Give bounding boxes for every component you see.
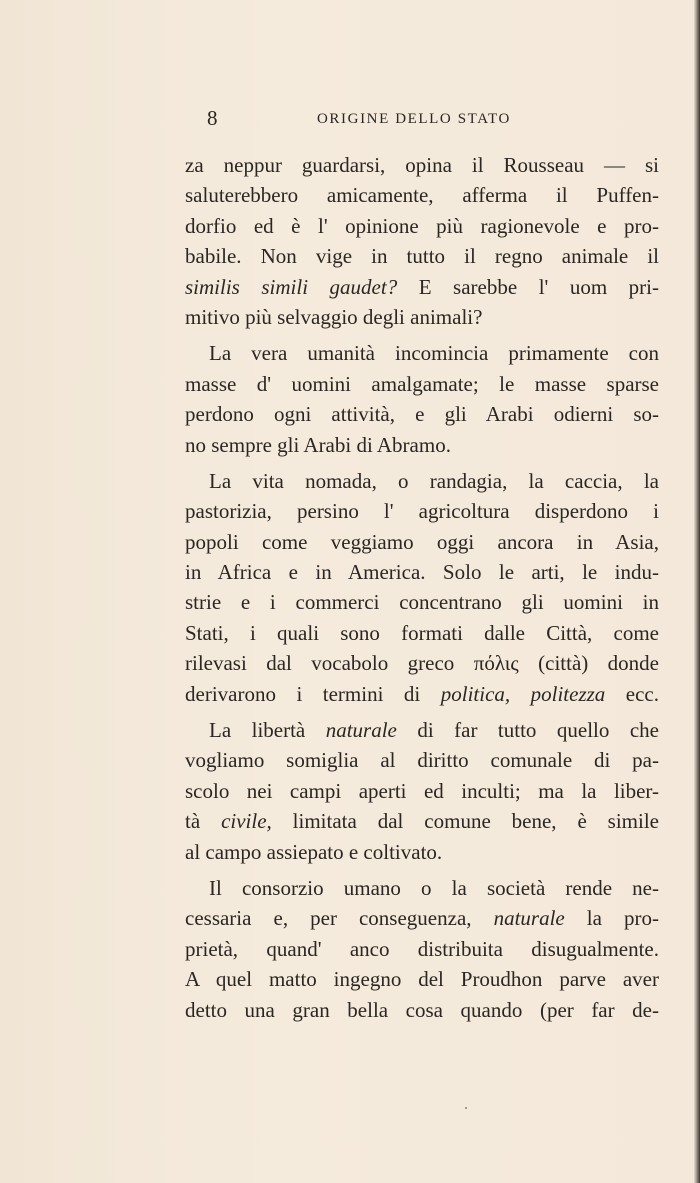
- text-segment: saluterebbero amicamente, afferma il Puffen-: [185, 183, 659, 208]
- text-segment: babile. Non vige in tutto il regno animale il: [185, 244, 659, 269]
- text-line: [185, 587, 659, 617]
- text-segment: A quel matto ingegno del Proudhon parve aver: [185, 967, 659, 992]
- text-line: [185, 715, 659, 745]
- text-line: [185, 302, 659, 332]
- text-segment: La libertà: [209, 718, 326, 743]
- text-line: [185, 934, 659, 964]
- text-segment: no sempre gli Arabi di Abramo.: [185, 432, 451, 457]
- text-segment: pastorizia, persino l' agricoltura disperdono i: [185, 499, 659, 524]
- italic-text: politica, politezza: [440, 681, 606, 706]
- italic-text: naturale: [325, 718, 397, 743]
- text-segment: ecc.: [605, 681, 659, 706]
- text-line: [185, 150, 659, 180]
- italic-text: civile,: [221, 809, 272, 834]
- text-segment: La vita nomada, o randagia, la caccia, la: [209, 468, 659, 493]
- text-line: [185, 806, 659, 836]
- text-line: [185, 369, 659, 399]
- text-line: [185, 995, 659, 1025]
- text-segment: di far tutto quello che: [396, 718, 659, 743]
- text-line: [185, 180, 659, 210]
- text-segment: strie e i commerci concentrano gli uomini in: [185, 590, 659, 615]
- text-segment: masse d' uomini amalgamate; le masse sparse: [185, 371, 659, 396]
- text-segment: detto una gran bella cosa quando (per far de-: [185, 997, 659, 1022]
- text-segment: popoli come veggiamo oggi ancora in Asia,: [185, 529, 659, 554]
- text-segment: mitivo più selvaggio degli animali?: [185, 304, 483, 329]
- text-segment: in Africa e in America. Solo le arti, le indu-: [185, 560, 659, 585]
- paper-speck: [465, 1107, 467, 1109]
- text-segment: prietà, quand' anco distribuita disugualmente.: [185, 936, 659, 961]
- text-line: [185, 745, 659, 775]
- text-segment: rilevasi dal vocabolo greco πόλις (città) donde: [185, 651, 659, 676]
- text-line: [185, 873, 659, 903]
- text-line: [185, 272, 659, 302]
- text-line: [185, 466, 659, 496]
- text-line: [185, 618, 659, 648]
- text-segment: al campo assiepato e coltivato.: [185, 839, 443, 864]
- text-line: [185, 527, 659, 557]
- text-segment: tà: [185, 809, 222, 834]
- text-line: [185, 338, 659, 368]
- text-line: [185, 648, 659, 678]
- text-line: [185, 496, 659, 526]
- text-line: [185, 837, 659, 867]
- text-segment: vogliamo somiglia al diritto comunale di pa-: [185, 748, 659, 773]
- page-number: 8: [207, 106, 218, 130]
- text-segment: Stati, i quali sono formati dalle Città, come: [185, 620, 659, 645]
- text-line: [185, 430, 659, 460]
- text-line: [185, 964, 659, 994]
- running-head: [185, 106, 659, 132]
- italic-text: naturale: [493, 906, 565, 931]
- text-line: [185, 399, 659, 429]
- text-segment: limitata dal comune bene, è simile: [271, 809, 660, 834]
- italic-text: similis simili gaudet?: [185, 274, 398, 299]
- running-title: ORIGINE DELLO STATO: [317, 111, 511, 127]
- text-segment: za neppur guardarsi, opina il Rousseau — si: [185, 153, 659, 177]
- text-segment: La vera umanità incomincia primamente con: [209, 341, 659, 366]
- text-segment: perdono ogni attività, e gli Arabi odierni so-: [185, 402, 659, 427]
- body-text: [185, 150, 659, 1025]
- text-segment: derivarono i termini di: [185, 681, 441, 706]
- text-line: [185, 903, 659, 933]
- text-segment: Il consorzio umano o la società rende ne-: [209, 875, 659, 900]
- text-segment: scolo nei campi aperti ed inculti; ma la liber-: [185, 778, 659, 803]
- text-segment: dorfio ed è l' opinione più ragionevole e pro-: [185, 213, 659, 238]
- text-segment: E sarebbe l' uom pri-: [397, 274, 659, 299]
- text-segment: la pro-: [564, 906, 659, 931]
- text-line: [185, 557, 659, 587]
- text-line: [185, 679, 659, 709]
- page-edge: [694, 0, 700, 1183]
- text-line: [185, 211, 659, 241]
- text-line: [185, 776, 659, 806]
- text-segment: cessaria e, per conseguenza,: [185, 906, 494, 931]
- text-line: [185, 241, 659, 271]
